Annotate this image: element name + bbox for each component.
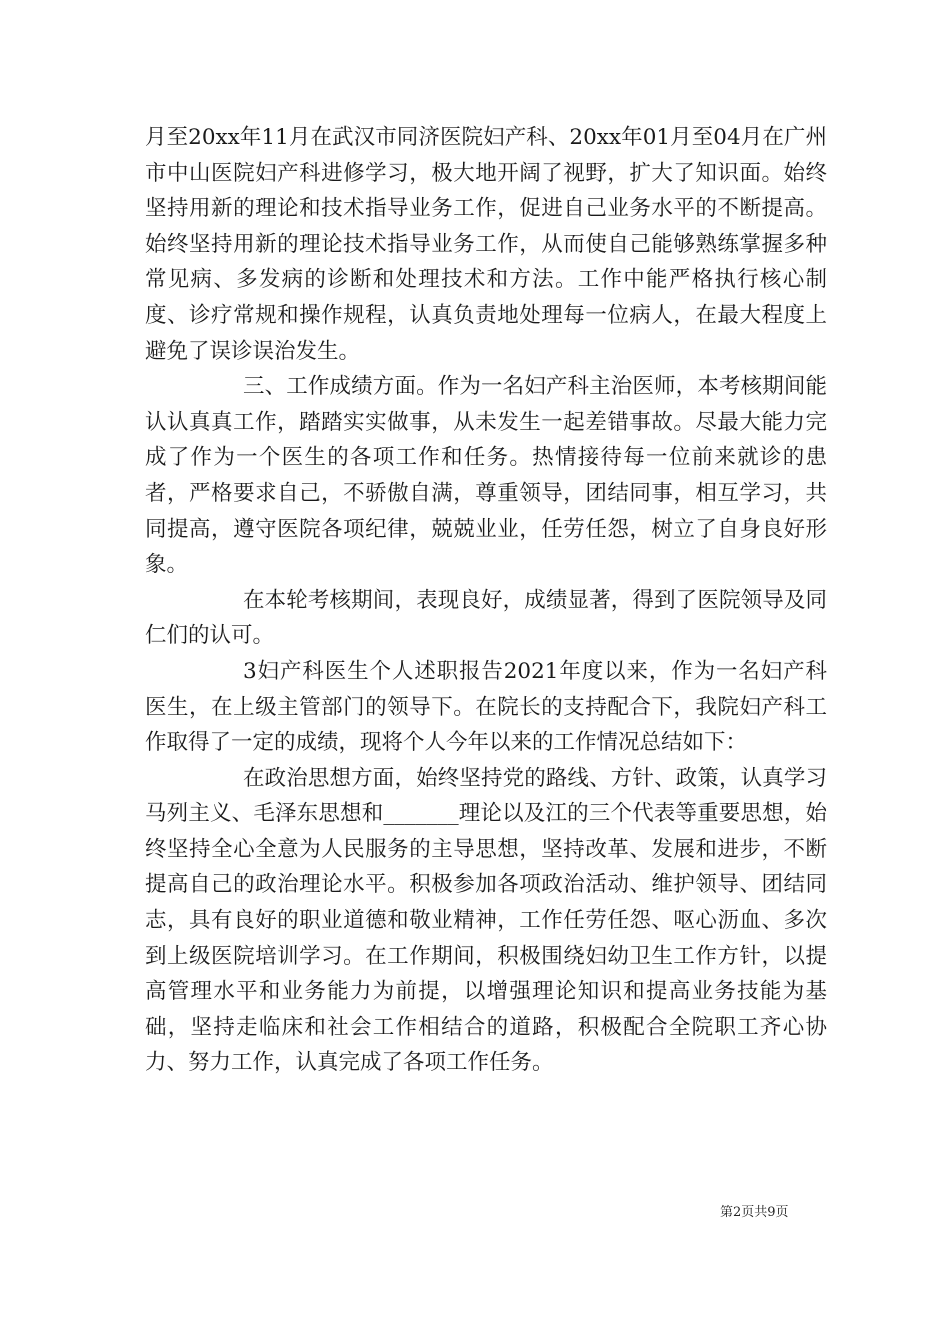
paragraph-political-thought: 在政治思想方面，始终坚持党的路线、方针、政策，认真学习马列主义、毛泽东思想和_______理论以及江的三个代表等重要思想，始终坚持全心全意为人民服务的主导思想，坚持改革、发展和进步，不断提高自己的政治理论水平。积极参加各项政治活动、维护领导、团结同志，具有良好的职业道德和敬业精神，工作任劳任怨、呕心沥血、多次到上级医院培训学习。在工作期间，积极围绕妇幼卫生工作方针，以提高管理水平和业务能力为前提，以增强理论知识和提高业务技能为基础，坚持走临床和社会工作相结合的道路，积极配合全院职工齐心协力、努力工作，认真完成了各项工作任务。 [145,765,827,1076]
paragraph-assessment-summary: 在本轮考核期间，表现良好，成绩显著，得到了医院领导及同仁们的认可。 [145,587,827,649]
document-body [145,120,827,1081]
page-number-footer: 第2页共9页 [720,1205,789,1220]
paragraph-report-intro: 3妇产科医生个人述职报告2021年度以来，作为一名妇产科医生，在上级主管部门的领导下。在院长的支持配合下，我院妇产科工作取得了一定的成绩，现将个人今年以来的工作情况总结如下： [145,658,827,756]
paragraph-continuation: 月至20xx年11月在武汉市同济医院妇产科、20xx年01月至04月在广州市中山医院妇产科进修学习，极大地开阔了视野，扩大了知识面。始终坚持用新的理论和技术指导业务工作，促进自己业务水平的不断提高。始终坚持用新的理论技术指导业务工作，从而使自己能够熟练掌握多种常见病、多发病的诊断和处理技术和方法。工作中能严格执行核心制度、诊疗常规和操作规程，认真负责地处理每一位病人，在最大程度上避免了误诊误治发生。 [145,125,827,364]
paragraph-work-achievements: 三、工作成绩方面。作为一名妇产科主治医师，本考核期间能认认真真工作，踏踏实实做事，从未发生一起差错事故。尽最大能力完成了作为一个医生的各项工作和任务。热情接待每一位前来就诊的患者，严格要求自己，不骄傲自满，尊重领导，团结同事，相互学习，共同提高，遵守医院各项纪律，兢兢业业，任劳任怨，树立了自身良好形象。 [145,374,827,578]
